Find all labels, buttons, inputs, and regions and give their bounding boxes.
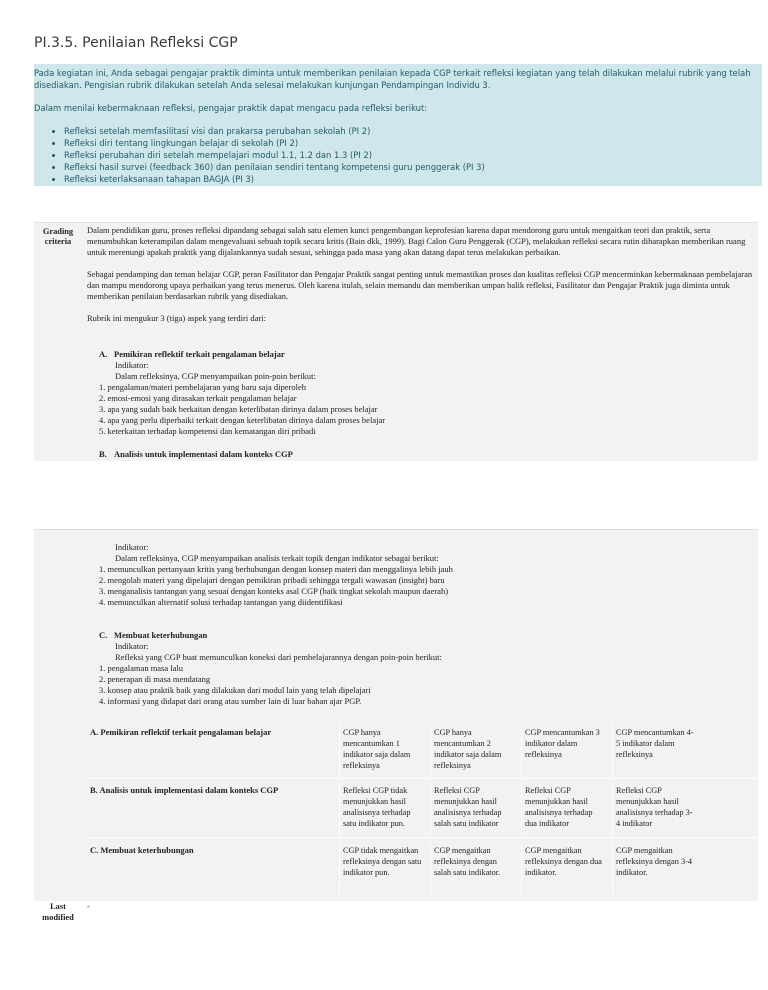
rubric-cell: CGP hanya mencantumkan 2 indikator saja dalam refleksinya [430,725,516,777]
rubric-cell: Refleksi CGP menunjukkan hasil analisisnya terhadap 3-4 indikator [612,783,698,835]
last-modified-value: - [87,901,90,911]
grading-criteria-panel-continued [34,529,758,901]
indicator-point: 5. keterkaitan terhadap kompetensi dan kematangan diri pribadi [99,426,316,436]
indicator-point: 4. apa yang perlu diperbaiki terkait dengan keterlibatan dirinya dalam proses belajar [99,415,386,425]
indicator-point: 2. mengolah materi yang dipelajari dengan pemikiran pribadi sehingga tergali wawasan (insight) baru [99,575,445,585]
rubric-cell: Refleksi CGP menunjukkan hasil analisisnya terhadap dua indikator [521,783,607,835]
rubric-cell: CGP mengaitkan refleksinya dengan 3-4 indikator. [612,843,698,895]
list-item: • Refleksi setelah memfasilitasi visi dan prakarsa perubahan sekolah (PI 2) [64,125,762,137]
indicator-point: 4. memunculkan alternatif solusi terhadap tantangan yang diidentifikasi [99,597,343,607]
criterion-name: C. Membuat keterhubungan [90,845,194,855]
indicator-point: 3. apa yang sudah baik berkaitan dengan keterlibatan dirinya dalam proses belajar [99,404,378,414]
table-row [87,783,758,835]
rubric-cell: CGP mengaitkan refleksinya dengan dua indikator. [521,843,607,895]
reflection-list [34,125,762,185]
criterion-name: B. Analisis untuk implementasi dalam konteks CGP [90,785,279,795]
aspect-b-heading: B. Analisis untuk implementasi dalam konteks CGP [99,449,293,459]
indicator-point: 2. emosi-emosi yang dirasakan terkait pengalaman belajar [99,393,297,403]
indicator-point: 2. penerapan di masa mendatang [99,674,211,684]
list-item: • Refleksi keterlaksanaan tahapan BAGJA (PI 3) [64,173,762,185]
row-divider [87,778,758,779]
indicator-point: 4. informasi yang didapat dari orang atau sumber lain di luar bahan ajar PGP. [99,696,362,706]
list-item: • Refleksi hasil survei (feedback 360) dan penilaian sendiri tentang kompetensi guru penggerak (PI 3) [64,161,762,173]
row-divider [87,837,758,838]
rubric-cell: CGP mencantumkan 3 indikator dalam refleksinya [521,725,607,777]
rubric-cell: CGP mencantumkan 4-5 indikator dalam refleksinya [612,725,698,777]
grading-criteria-panel [34,222,758,461]
rubric-cell: Refleksi CGP menunjukkan hasil analisisnya terhadap salah satu indikator [430,783,516,835]
indicator-point: 1. memunculkan pertanyaan kritis yang berhubungan dengan konsep materi dan menggalinya lebih jauh [99,564,453,574]
rubric-cell: CGP hanya mencantumkan 1 indikator saja dalam refleksinya [339,725,425,777]
criterion-name: A. Pemikiran reflektif terkait pengalaman belajar [90,727,272,737]
last-modified-label: Last modified [42,902,74,922]
grading-criteria-label: Grading criteria [42,227,74,246]
rubric-cell: CGP tidak mengaitkan refleksinya dengan satu indikator pun. [339,843,425,895]
rubric-cell: CGP mengaitkan refleksinya dengan salah satu indikator. [430,843,516,895]
indicator-point: 1. pengalaman/materi pembelajaran yang baru saja diperoleh [99,382,306,392]
intro-paragraph: Dalam menilai kebermaknaan refleksi, pengajar praktik dapat mengacu pada refleksi berikut: [34,103,428,113]
aspect-b: Indikator: Dalam refleksinya, CGP menyampaikan analisis terkait topik dengan indikator sebagai berikut: 1. memunculkan pertanyaan kritis yang berhubungan dengan konsep materi dan menggalinya lebih jauh 2. mengolah materi yang dipelajari dengan pemikiran pribadi sehingga tergali wawasan (insight) baru 3. menganalisis tantangan yang sesuai dengan konteks asal CGP (baik tingkat sekolah maupun daerah) 4. memunculkan alternatif solusi terhadap tantangan yang diidentifikasi [99,542,453,607]
table-row [87,843,758,895]
intro-paragraph: Pada kegiatan ini, Anda sebagai pengajar praktik diminta untuk memberikan penilaian kepada CGP terkait refleksi kegiatan yang telah dilakukan melalui rubrik yang telah disediakan. Pengisian rubrik dilakukan setelah Anda selesai melakukan kunjungan Pendampingan Individu 3. [34,68,751,90]
list-item: • Refleksi perubahan diri setelah mempelajari modul 1.1, 1.2 dan 1.3 (PI 2) [64,149,762,161]
aspect-c: C. Membuat keterhubungan Indikator: Refleksi yang CGP buat memunculkan koneksi dari pembelajarannya dengan poin-poin berikut: 1. pengalaman masa lalu 2. penerapan di masa mendatang 3. konsep atau praktik baik yang dilakukan dari modul lain yang telah dipelajari 4. informasi yang didapat dari orang atau sumber lain di luar bahan ajar PGP. [99,630,442,706]
list-item: • Refleksi diri tentang lingkungan belajar di sekolah (PI 2) [64,137,762,149]
grading-description: Dalam pendidikan guru, proses refleksi dipandang sebagai salah satu elemen kunci pengembangan keprofesian karena dapat mendorong guru untuk mengaitkan teori dan praktik, serta menumbuhkan keterampilan dalam mengevaluasi sebuah topik secara kritis (Bain dkk, 1999). Bagi Calon Guru Penggerak (CGP), melakukan refleksi secara rutin diharapkan memberikan ruang untuk merenungi apakah praktik yang dijalankannya sudah sesuai, sehingga pada masa yang akan datang dapat terus melakukan perbaikan. Sebagai pendamping dan teman belajar CGP, peran Fasilitator dan Pengajar Praktik sangat penting untuk memastikan proses dan kualitas refleksi CGP mencerminkan kebermaknaan pembelajaran dan mampu mendorong upaya perbaikan yang terus menerus. Oleh karena itulah, selain memandu dan memberikan umpan balik refleksi, Fasilitator dan Pengajar Praktik juga diminta untuk memberikan penilaian berdasarkan rubrik yang disediakan. Rubrik ini mengukur 3 (tiga) aspek yang terdiri dari: [87,225,753,323]
indicator-point: 3. menganalisis tantangan yang sesuai dengan konteks asal CGP (baik tingkat sekolah maupun daerah) [99,586,449,596]
rubric-cell: Refleksi CGP tidak menunjukkan hasil analisisnya terhadap satu indikator pun. [339,783,425,835]
page-title: PI.3.5. Penilaian Refleksi CGP [34,35,238,51]
indicator-point: 3. konsep atau praktik baik yang dilakukan dari modul lain yang telah dipelajari [99,685,371,695]
aspect-a: A. Pemikiran reflektif terkait pengalaman belajar Indikator: Dalam refleksinya, CGP menyampaikan poin-poin berikut: 1. pengalaman/materi pembelajaran yang baru saja diperoleh 2. emosi-emosi yang dirasakan terkait pengalaman belajar 3. apa yang sudah baik berkaitan dengan keterlibatan dirinya dalam proses belajar 4. apa yang perlu diperbaiki terkait dengan keterlibatan dirinya dalam proses belajar 5. keterkaitan terhadap kompetensi dan kematangan diri pribadi [99,349,386,436]
indicator-point: 1. pengalaman masa lalu [99,663,184,673]
intro-panel [34,64,762,186]
table-row [87,725,758,777]
